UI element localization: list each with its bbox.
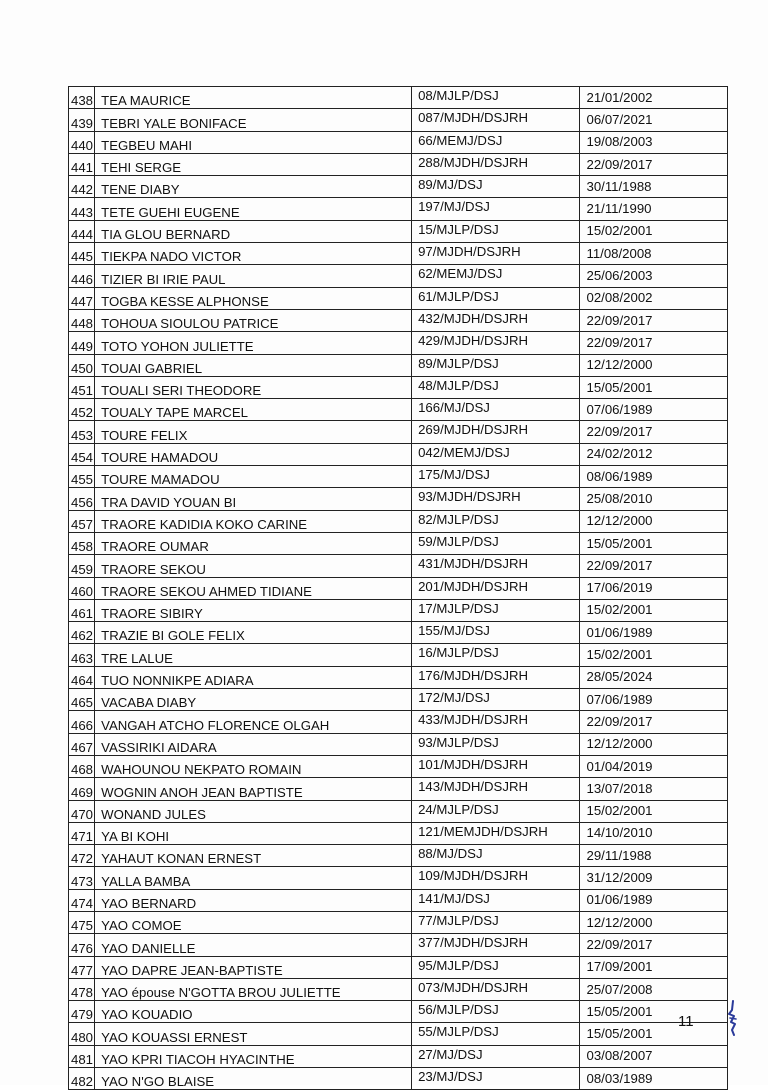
table-row — [69, 466, 728, 488]
row-reference-cell: 073/MJDH/DSJRH — [412, 978, 580, 1000]
row-number-cell: 477 — [69, 956, 95, 978]
row-date-cell: 15/05/2001 — [580, 1023, 728, 1045]
row-date-cell: 25/07/2008 — [580, 978, 728, 1000]
row-number-cell: 451 — [69, 376, 95, 398]
row-reference-cell: 377/MJDH/DSJRH — [412, 934, 580, 956]
row-number-cell: 460 — [69, 577, 95, 599]
row-reference-cell: 15/MJLP/DSJ — [412, 220, 580, 242]
table-row — [69, 1045, 728, 1067]
row-name-cell: TETE GUEHI EUGENE — [95, 198, 412, 220]
row-date-cell: 22/09/2017 — [580, 711, 728, 733]
row-number-cell: 472 — [69, 845, 95, 867]
table-row — [69, 198, 728, 220]
row-reference-cell: 141/MJ/DSJ — [412, 889, 580, 911]
row-number-cell: 438 — [69, 87, 95, 109]
row-reference-cell: 17/MJLP/DSJ — [412, 599, 580, 621]
row-date-cell: 22/09/2017 — [580, 153, 728, 175]
row-name-cell: YA BI KOHI — [95, 822, 412, 844]
row-reference-cell: 95/MJLP/DSJ — [412, 956, 580, 978]
row-number-cell: 478 — [69, 978, 95, 1000]
row-number-cell: 469 — [69, 778, 95, 800]
row-name-cell: TIZIER BI IRIE PAUL — [95, 265, 412, 287]
row-date-cell: 08/06/1989 — [580, 466, 728, 488]
row-name-cell: YAO KOUADIO — [95, 1001, 412, 1023]
row-number-cell: 449 — [69, 332, 95, 354]
row-date-cell: 28/05/2024 — [580, 666, 728, 688]
row-number-cell: 463 — [69, 644, 95, 666]
row-reference-cell: 143/MJDH/DSJRH — [412, 778, 580, 800]
row-number-cell: 456 — [69, 488, 95, 510]
row-date-cell: 07/06/1989 — [580, 399, 728, 421]
table-row — [69, 510, 728, 532]
row-reference-cell: 433/MJDH/DSJRH — [412, 711, 580, 733]
row-number-cell: 468 — [69, 755, 95, 777]
row-name-cell: TRAORE SIBIRY — [95, 599, 412, 621]
row-name-cell: WAHOUNOU NEKPATO ROMAIN — [95, 755, 412, 777]
row-date-cell: 12/12/2000 — [580, 510, 728, 532]
row-number-cell: 462 — [69, 622, 95, 644]
row-name-cell: TRA DAVID YOUAN BI — [95, 488, 412, 510]
row-reference-cell: 201/MJDH/DSJRH — [412, 577, 580, 599]
row-reference-cell: 101/MJDH/DSJRH — [412, 755, 580, 777]
row-date-cell: 12/12/2000 — [580, 911, 728, 933]
table-row — [69, 376, 728, 398]
row-name-cell: VACABA DIABY — [95, 689, 412, 711]
row-name-cell: TUO NONNIKPE ADIARA — [95, 666, 412, 688]
table-row — [69, 778, 728, 800]
row-date-cell: 12/12/2000 — [580, 354, 728, 376]
row-number-cell: 442 — [69, 176, 95, 198]
row-name-cell: TEA MAURICE — [95, 87, 412, 109]
row-reference-cell: 121/MEMJDH/DSJRH — [412, 822, 580, 844]
row-name-cell: YAO KPRI TIACOH HYACINTHE — [95, 1045, 412, 1067]
row-reference-cell: 89/MJLP/DSJ — [412, 354, 580, 376]
row-name-cell: VASSIRIKI AIDARA — [95, 733, 412, 755]
row-number-cell: 466 — [69, 711, 95, 733]
row-date-cell: 02/08/2002 — [580, 287, 728, 309]
row-number-cell: 455 — [69, 466, 95, 488]
table-row — [69, 644, 728, 666]
table-row — [69, 109, 728, 131]
row-reference-cell: 97/MJDH/DSJRH — [412, 243, 580, 265]
row-date-cell: 22/09/2017 — [580, 421, 728, 443]
table-row — [69, 867, 728, 889]
table-row — [69, 577, 728, 599]
table-row — [69, 287, 728, 309]
row-number-cell: 474 — [69, 889, 95, 911]
row-date-cell: 30/11/1988 — [580, 176, 728, 198]
table-row — [69, 666, 728, 688]
row-number-cell: 465 — [69, 689, 95, 711]
row-date-cell: 22/09/2017 — [580, 555, 728, 577]
row-date-cell: 21/01/2002 — [580, 87, 728, 109]
row-date-cell: 14/10/2010 — [580, 822, 728, 844]
table-row — [69, 555, 728, 577]
row-name-cell: TIEKPA NADO VICTOR — [95, 243, 412, 265]
table-row — [69, 622, 728, 644]
row-name-cell: TENE DIABY — [95, 176, 412, 198]
row-reference-cell: 176/MJDH/DSJRH — [412, 666, 580, 688]
row-number-cell: 481 — [69, 1045, 95, 1067]
row-reference-cell: 55/MJLP/DSJ — [412, 1023, 580, 1045]
row-date-cell: 15/05/2001 — [580, 376, 728, 398]
row-name-cell: TOGBA KESSE ALPHONSE — [95, 287, 412, 309]
row-number-cell: 479 — [69, 1001, 95, 1023]
table-row — [69, 689, 728, 711]
row-number-cell: 443 — [69, 198, 95, 220]
row-number-cell: 439 — [69, 109, 95, 131]
row-reference-cell: 109/MJDH/DSJRH — [412, 867, 580, 889]
row-reference-cell: 27/MJ/DSJ — [412, 1045, 580, 1067]
row-reference-cell: 042/MEMJ/DSJ — [412, 443, 580, 465]
row-name-cell: TEBRI YALE BONIFACE — [95, 109, 412, 131]
table-row — [69, 243, 728, 265]
row-number-cell: 450 — [69, 354, 95, 376]
table-row — [69, 443, 728, 465]
table-row — [69, 131, 728, 153]
row-date-cell: 15/05/2001 — [580, 532, 728, 554]
row-reference-cell: 56/MJLP/DSJ — [412, 1001, 580, 1023]
row-date-cell: 31/12/2009 — [580, 867, 728, 889]
row-name-cell: TOURE HAMADOU — [95, 443, 412, 465]
row-name-cell: YAO COMOE — [95, 911, 412, 933]
row-reference-cell: 24/MJLP/DSJ — [412, 800, 580, 822]
table-row — [69, 599, 728, 621]
row-number-cell: 482 — [69, 1068, 95, 1090]
row-reference-cell: 429/MJDH/DSJRH — [412, 332, 580, 354]
row-reference-cell: 155/MJ/DSJ — [412, 622, 580, 644]
row-date-cell: 07/06/1989 — [580, 689, 728, 711]
row-date-cell: 11/08/2008 — [580, 243, 728, 265]
row-date-cell: 12/12/2000 — [580, 733, 728, 755]
row-number-cell: 440 — [69, 131, 95, 153]
row-reference-cell: 166/MJ/DSJ — [412, 399, 580, 421]
table-row — [69, 153, 728, 175]
table-row — [69, 176, 728, 198]
row-number-cell: 476 — [69, 934, 95, 956]
table-row — [69, 309, 728, 331]
row-name-cell: TEHI SERGE — [95, 153, 412, 175]
row-number-cell: 444 — [69, 220, 95, 242]
row-date-cell: 15/02/2001 — [580, 220, 728, 242]
table-row — [69, 265, 728, 287]
row-name-cell: TRAORE KADIDIA KOKO CARINE — [95, 510, 412, 532]
row-reference-cell: 89/MJ/DSJ — [412, 176, 580, 198]
row-name-cell: YAHAUT KONAN ERNEST — [95, 845, 412, 867]
row-reference-cell: 66/MEMJ/DSJ — [412, 131, 580, 153]
row-name-cell: YAO épouse N'GOTTA BROU JULIETTE — [95, 978, 412, 1000]
row-name-cell: TOURE MAMADOU — [95, 466, 412, 488]
row-reference-cell: 16/MJLP/DSJ — [412, 644, 580, 666]
row-number-cell: 452 — [69, 399, 95, 421]
table-row — [69, 889, 728, 911]
row-date-cell: 06/07/2021 — [580, 109, 728, 131]
row-name-cell: WONAND JULES — [95, 800, 412, 822]
table-row — [69, 488, 728, 510]
row-number-cell: 445 — [69, 243, 95, 265]
row-number-cell: 458 — [69, 532, 95, 554]
row-date-cell: 22/09/2017 — [580, 309, 728, 331]
row-reference-cell: 62/MEMJ/DSJ — [412, 265, 580, 287]
row-number-cell: 471 — [69, 822, 95, 844]
row-reference-cell: 82/MJLP/DSJ — [412, 510, 580, 532]
row-name-cell: TRAORE SEKOU — [95, 555, 412, 577]
row-date-cell: 03/08/2007 — [580, 1045, 728, 1067]
roster-table-body — [69, 87, 728, 1090]
table-row — [69, 978, 728, 1000]
row-number-cell: 467 — [69, 733, 95, 755]
row-date-cell: 24/02/2012 — [580, 443, 728, 465]
table-row — [69, 711, 728, 733]
roster-table — [68, 86, 728, 1090]
row-date-cell: 01/06/1989 — [580, 622, 728, 644]
table-row — [69, 87, 728, 109]
row-reference-cell: 288/MJDH/DSJRH — [412, 153, 580, 175]
row-date-cell: 01/04/2019 — [580, 755, 728, 777]
row-date-cell: 29/11/1988 — [580, 845, 728, 867]
table-row — [69, 421, 728, 443]
row-number-cell: 470 — [69, 800, 95, 822]
row-date-cell: 17/09/2001 — [580, 956, 728, 978]
row-date-cell: 15/02/2001 — [580, 599, 728, 621]
row-number-cell: 448 — [69, 309, 95, 331]
row-name-cell: TEGBEU MAHI — [95, 131, 412, 153]
table-row — [69, 845, 728, 867]
table-row — [69, 911, 728, 933]
table-row — [69, 1068, 728, 1090]
row-reference-cell: 08/MJLP/DSJ — [412, 87, 580, 109]
row-number-cell: 454 — [69, 443, 95, 465]
table-row — [69, 934, 728, 956]
row-date-cell: 19/08/2003 — [580, 131, 728, 153]
table-row — [69, 332, 728, 354]
row-number-cell: 461 — [69, 599, 95, 621]
row-date-cell: 15/02/2001 — [580, 644, 728, 666]
table-row — [69, 956, 728, 978]
row-reference-cell: 087/MJDH/DSJRH — [412, 109, 580, 131]
row-reference-cell: 175/MJ/DSJ — [412, 466, 580, 488]
row-date-cell: 17/06/2019 — [580, 577, 728, 599]
row-name-cell: TOUAI GABRIEL — [95, 354, 412, 376]
row-date-cell: 08/03/1989 — [580, 1068, 728, 1090]
row-name-cell: TOUALI SERI THEODORE — [95, 376, 412, 398]
row-name-cell: TOURE FELIX — [95, 421, 412, 443]
table-row — [69, 354, 728, 376]
table-row — [69, 532, 728, 554]
row-date-cell: 25/06/2003 — [580, 265, 728, 287]
row-name-cell: WOGNIN ANOH JEAN BAPTISTE — [95, 778, 412, 800]
row-name-cell: YAO KOUASSI ERNEST — [95, 1023, 412, 1045]
row-date-cell: 15/05/2001 — [580, 1001, 728, 1023]
row-name-cell: TIA GLOU BERNARD — [95, 220, 412, 242]
row-name-cell: YAO DAPRE JEAN-BAPTISTE — [95, 956, 412, 978]
row-reference-cell: 23/MJ/DSJ — [412, 1068, 580, 1090]
row-reference-cell: 93/MJLP/DSJ — [412, 733, 580, 755]
table-row — [69, 755, 728, 777]
row-date-cell: 21/11/1990 — [580, 198, 728, 220]
row-name-cell: TRAZIE BI GOLE FELIX — [95, 622, 412, 644]
row-reference-cell: 93/MJDH/DSJRH — [412, 488, 580, 510]
row-date-cell: 15/02/2001 — [580, 800, 728, 822]
row-name-cell: YALLA BAMBA — [95, 867, 412, 889]
row-reference-cell: 48/MJLP/DSJ — [412, 376, 580, 398]
row-date-cell: 01/06/1989 — [580, 889, 728, 911]
row-number-cell: 473 — [69, 867, 95, 889]
table-row — [69, 800, 728, 822]
row-name-cell: YAO N'GO BLAISE — [95, 1068, 412, 1090]
table-row — [69, 1023, 728, 1045]
row-reference-cell: 88/MJ/DSJ — [412, 845, 580, 867]
row-reference-cell: 269/MJDH/DSJRH — [412, 421, 580, 443]
table-row — [69, 220, 728, 242]
row-date-cell: 25/08/2010 — [580, 488, 728, 510]
row-number-cell: 459 — [69, 555, 95, 577]
row-number-cell: 475 — [69, 911, 95, 933]
row-name-cell: TOUALY TAPE MARCEL — [95, 399, 412, 421]
row-date-cell: 13/07/2018 — [580, 778, 728, 800]
row-reference-cell: 172/MJ/DSJ — [412, 689, 580, 711]
row-reference-cell: 77/MJLP/DSJ — [412, 911, 580, 933]
row-reference-cell: 197/MJ/DSJ — [412, 198, 580, 220]
row-name-cell: TOHOUA SIOULOU PATRICE — [95, 309, 412, 331]
row-name-cell: YAO BERNARD — [95, 889, 412, 911]
row-name-cell: TRAORE OUMAR — [95, 532, 412, 554]
handwritten-initial-mark — [726, 1000, 740, 1036]
row-date-cell: 22/09/2017 — [580, 934, 728, 956]
page-number: 11 — [678, 1013, 694, 1030]
row-reference-cell: 431/MJDH/DSJRH — [412, 555, 580, 577]
table-row — [69, 1001, 728, 1023]
row-number-cell: 453 — [69, 421, 95, 443]
row-reference-cell: 61/MJLP/DSJ — [412, 287, 580, 309]
row-number-cell: 446 — [69, 265, 95, 287]
table-row — [69, 733, 728, 755]
row-name-cell: TRAORE SEKOU AHMED TIDIANE — [95, 577, 412, 599]
row-number-cell: 464 — [69, 666, 95, 688]
row-reference-cell: 59/MJLP/DSJ — [412, 532, 580, 554]
row-name-cell: TRE LALUE — [95, 644, 412, 666]
row-date-cell: 22/09/2017 — [580, 332, 728, 354]
row-number-cell: 480 — [69, 1023, 95, 1045]
row-name-cell: TOTO YOHON JULIETTE — [95, 332, 412, 354]
row-name-cell: VANGAH ATCHO FLORENCE OLGAH — [95, 711, 412, 733]
row-number-cell: 457 — [69, 510, 95, 532]
table-row — [69, 399, 728, 421]
row-reference-cell: 432/MJDH/DSJRH — [412, 309, 580, 331]
table-row — [69, 822, 728, 844]
row-number-cell: 441 — [69, 153, 95, 175]
row-number-cell: 447 — [69, 287, 95, 309]
row-name-cell: YAO DANIELLE — [95, 934, 412, 956]
